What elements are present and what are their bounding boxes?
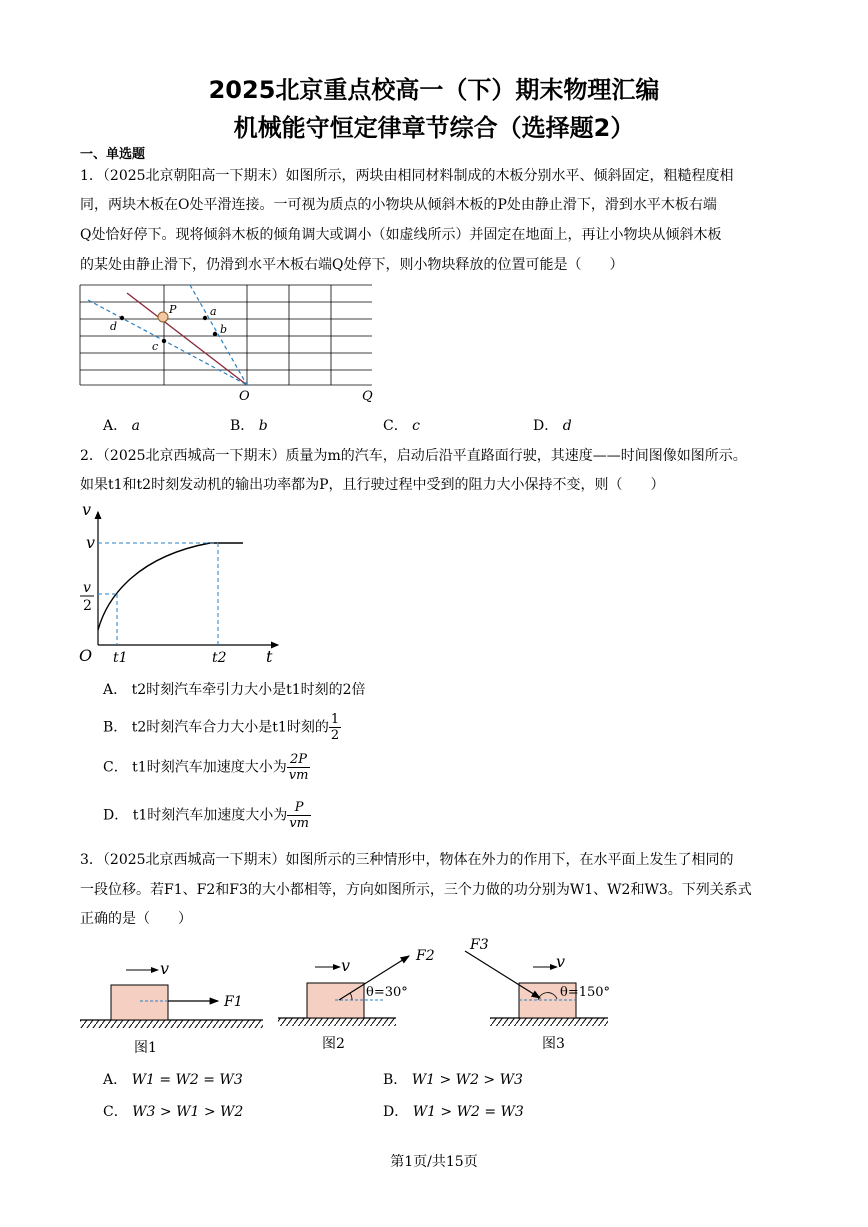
q1-line-1: 1．（2025北京朝阳高一下期末）如图所示，两块由相同材料制成的木板分别水平、倾斜固定，粗糙程度相 — [80, 168, 734, 184]
q3-line-2: 一段位移。若F1、F2和F3的大小都相等，方向如图所示，三个力做的功分别为W1、W2和W3。下列关系式 — [80, 882, 752, 898]
label-a: a — [210, 305, 217, 318]
q1-line-3: Q处恰好停下。现将倾斜木板的倾角调大或调小（如虚线所示）并固定在地面上，再让小物块从倾斜木板 — [80, 227, 722, 243]
q1-option-a[interactable]: A． a — [103, 418, 140, 434]
q1-option-d[interactable]: D． d — [533, 418, 572, 434]
graph-v-level-label: v — [86, 533, 96, 552]
label-Q: Q — [362, 389, 373, 404]
graph-t1-label: t1 — [113, 650, 128, 666]
fig2-velocity: v — [341, 956, 351, 975]
label-P: P — [169, 303, 177, 316]
section-heading: 一、单选题 — [80, 147, 146, 162]
q3-option-a[interactable]: A． W1 = W2 = W3 — [103, 1072, 243, 1088]
q2-option-d[interactable]: D． t1时刻汽车加速度大小为 $\frac{P}{vm}$ — [103, 800, 309, 831]
fig1-caption: 图1 — [134, 1040, 157, 1056]
q3-figure-1 — [80, 959, 263, 1056]
page-title: 2025北京重点校高一（下）期末物理汇编 — [208, 76, 660, 104]
graph-vhalf-den: 2 — [83, 598, 92, 614]
fig3-angle: θ=150° — [560, 985, 611, 1000]
q2-option-c[interactable]: C． t1时刻汽车加速度大小为 $\frac{2P}{vm}$ — [103, 752, 309, 783]
graph-origin-label: O — [79, 646, 93, 665]
fig3-force: F3 — [470, 937, 489, 953]
q3-figure-3 — [465, 937, 610, 1052]
q3-figure-2 — [278, 948, 435, 1052]
q3-option-b[interactable]: B． W1 > W2 > W3 — [383, 1072, 523, 1088]
graph-v-axis-label: v — [82, 500, 92, 519]
label-c: c — [152, 340, 159, 353]
q1-option-b[interactable]: B． b — [230, 418, 268, 434]
fig2-force: F2 — [416, 948, 435, 964]
label-O: O — [239, 389, 250, 404]
page-number: 第1页/共15页 — [390, 1154, 478, 1170]
q2-line-2: 如果t1和t2时刻发动机的输出功率都为P，且行驶过程中受到的阻力大小保持不变，则（ ） — [80, 477, 665, 493]
q2-option-a[interactable]: A． t2时刻汽车牵引力大小是t1时刻的2倍 — [103, 682, 366, 698]
fig3-velocity: v — [556, 952, 566, 971]
q2-option-b[interactable]: B． t2时刻汽车合力大小是t1时刻的 $\frac{1}{2}$ — [103, 712, 340, 743]
fig1-force: F1 — [224, 994, 243, 1010]
q3-option-d[interactable]: D． W1 > W2 = W3 — [383, 1104, 524, 1120]
q3-option-c[interactable]: C． W3 > W1 > W2 — [103, 1104, 244, 1120]
graph-vhalf-num: v — [83, 580, 91, 596]
q1-line-2: 同，两块木板在O处平滑连接。一可视为质点的小物块从倾斜木板的P处由静止滑下，滑到水平木板右端 — [80, 197, 717, 213]
fig2-angle: θ=30° — [366, 985, 408, 1000]
fig2-caption: 图2 — [322, 1036, 345, 1052]
q1-line-4: 的某处由静止滑下，仍滑到水平木板右端Q处停下，则小物块释放的位置可能是（ ） — [80, 257, 624, 273]
label-d: d — [110, 320, 118, 333]
fig1-velocity: v — [160, 959, 170, 978]
label-b: b — [220, 323, 228, 336]
q1-option-c[interactable]: C． c — [383, 418, 421, 434]
graph-t-axis-label: t — [266, 647, 273, 666]
graph-t2-label: t2 — [212, 650, 227, 666]
page-subtitle: 机械能守恒定律章节综合（选择题2） — [233, 114, 635, 142]
fig3-caption: 图3 — [542, 1036, 565, 1052]
q3-line-1: 3．（2025北京西城高一下期末）如图所示的三种情形中，物体在外力的作用下，在水平面上发生了相同的 — [80, 852, 734, 868]
q3-line-3: 正确的是（ ） — [80, 911, 192, 927]
q2-line-1: 2．（2025北京西城高一下期末）质量为m的汽车，启动后沿平直路面行驶，其速度——时间图像如图所示。 — [80, 448, 747, 464]
